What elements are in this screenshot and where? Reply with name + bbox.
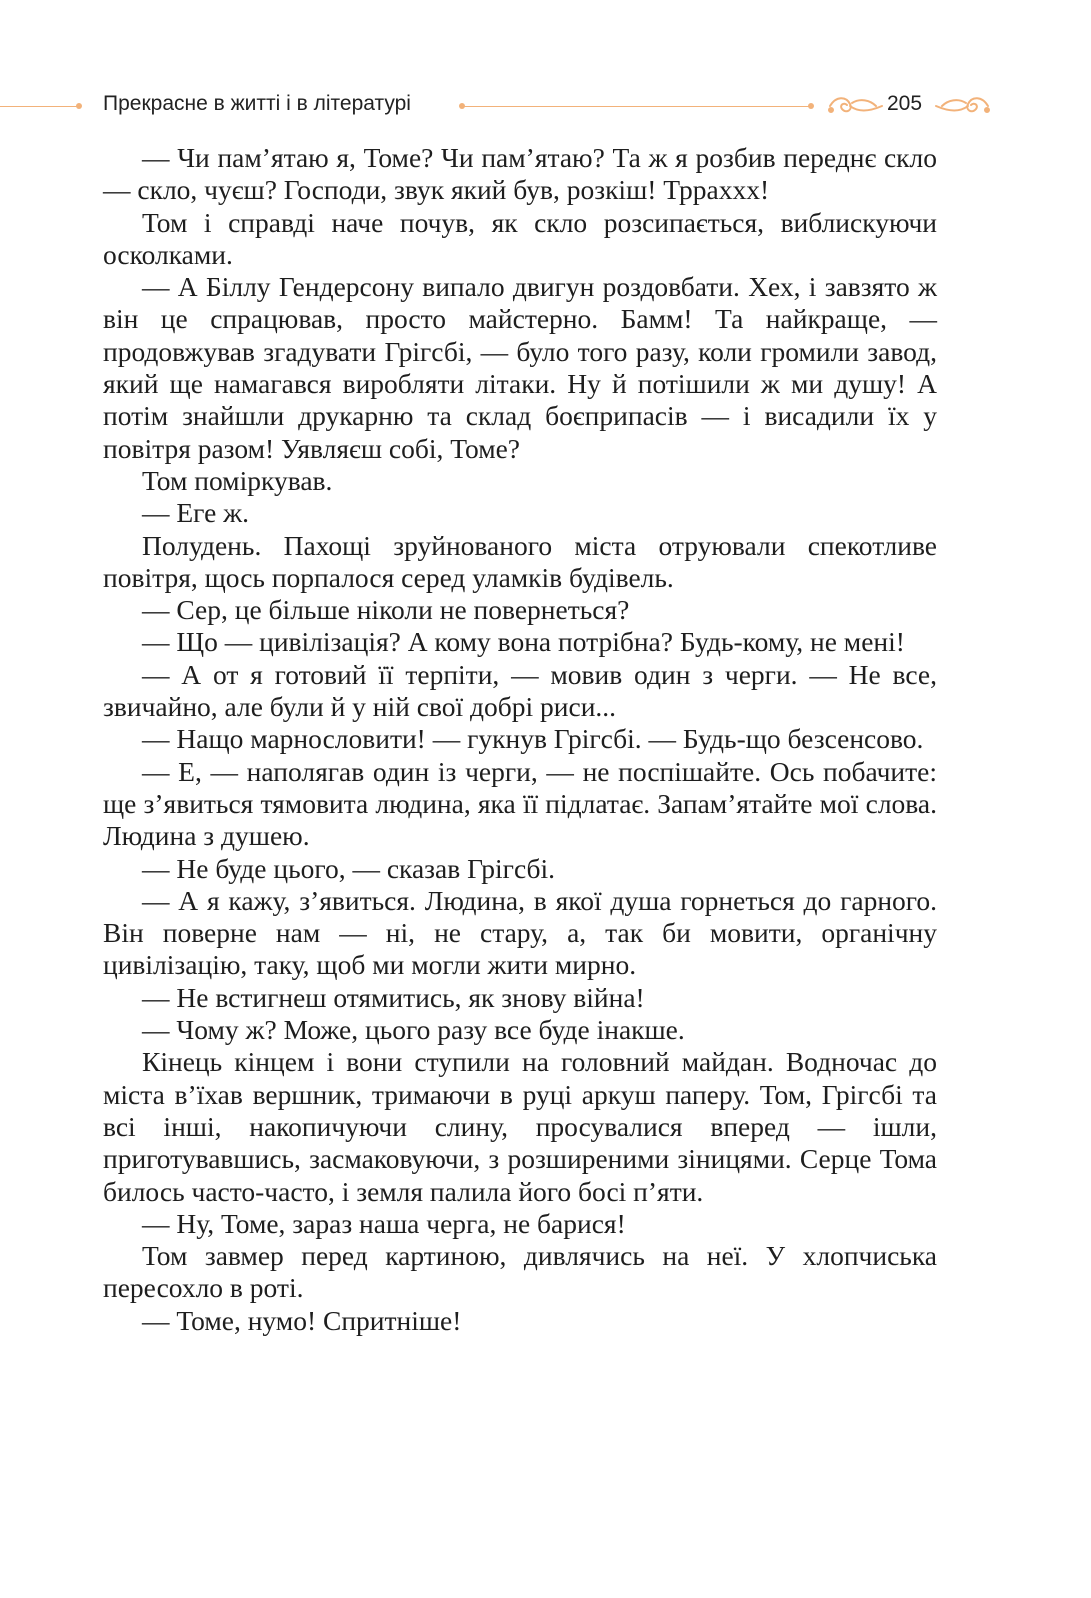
swirl-ornament-left-icon [826, 94, 884, 118]
paragraph: — Еге ж. [142, 497, 250, 529]
paragraph: Полудень. Пахощі зруйнованого міста отруювали спекотливе повітря, щось порпалося серед уламків будівель. [103, 529, 937, 593]
paragraph: — Чому ж? Може, цього разу все буде інакше. [142, 1014, 685, 1046]
paragraph: — Томе, нумо! Спритніше! [142, 1304, 462, 1336]
paragraph: — Що — цивілізація? А кому вона потрібна? Будь-кому, не мені! [142, 626, 905, 658]
body-text [103, 142, 937, 1337]
paragraph: — Сер, це більше ніколи не повернеться? [142, 594, 630, 626]
paragraph: — Ну, Томе, зараз наша черга, не барися! [142, 1207, 626, 1239]
paragraph: — Чи пам’ятаю я, Томе? Чи пам’ятаю? Та ж я розбив переднє скло — скло, чуєш? Господи, звук який був, розкіш! Трраххх! [103, 142, 937, 206]
paragraph: — А от я готовий її терпіти, — мовив один з черги. — Не все, звичайно, але були й у ній свої добрі риси... [103, 658, 937, 723]
header-dot [76, 103, 82, 109]
paragraph: — А Біллу Гендерсону випало двигун роздовбати. Хех, і завзято ж він це спрацював, просто майстерно. Бамм! Та найкраще, — продовжував згадувати Грігсбі, — було того разу, коли громили завод, який ще намагався виробляти літаки. Ну й потішили ж ми душу! А потім знайшли друкарню та склад боєприпасів — і висадили їх у повітря разом! Уявляєш собі, Томе? [103, 271, 937, 464]
running-header [0, 88, 1091, 124]
header-dot [808, 103, 814, 109]
paragraph: Том завмер перед картиною, дивлячись на неї. У хлопчиська пересохло в роті. [103, 1240, 937, 1304]
paragraph: — А я кажу, з’явиться. Людина, в якої душа горнеться до гарного. Він поверне нам — ні, не стару, а, так би мовити, органічну цивілізацію, таку, щоб ми могли жити мирно. [103, 884, 937, 981]
header-title: Прекрасне в житті і в літературі [103, 92, 411, 115]
paragraph: — Нащо марнословити! — гукнув Грігсбі. — Будь-що безсенсово. [142, 723, 924, 755]
paragraph: Том поміркував. [142, 464, 333, 496]
paragraph: Том і справді наче почув, як скло розсипається, виблискуючи осколками. [103, 206, 937, 270]
swirl-ornament-right-icon [934, 94, 992, 118]
header-rule-left [0, 106, 78, 107]
paragraph: — Не буде цього, — сказав Грігсбі. [142, 852, 555, 884]
header-rule-middle [462, 106, 810, 107]
paragraph: Кінець кінцем і вони ступили на головний майдан. Водночас до міста в’їхав вершник, тримаючи в руці аркуш паперу. Том, Грігсбі та всі інші, накопичуючи слину, просувалися вперед — ішли, приготувавшись, засмаковуючи, з розширеними зіницями. Серце Тома билось часто-часто, і земля палила його босі п’яти. [103, 1046, 937, 1207]
paragraph: — Не встигнеш отямитись, як знову війна! [142, 981, 645, 1013]
paragraph: — Е, — наполягав один із черги, — не поспішайте. Ось побачите: ще з’явиться тямовита людина, яка її підлатає. Запам’ятайте мої слова. Людина з душею. [103, 755, 937, 852]
page-number: 205 [887, 92, 923, 115]
